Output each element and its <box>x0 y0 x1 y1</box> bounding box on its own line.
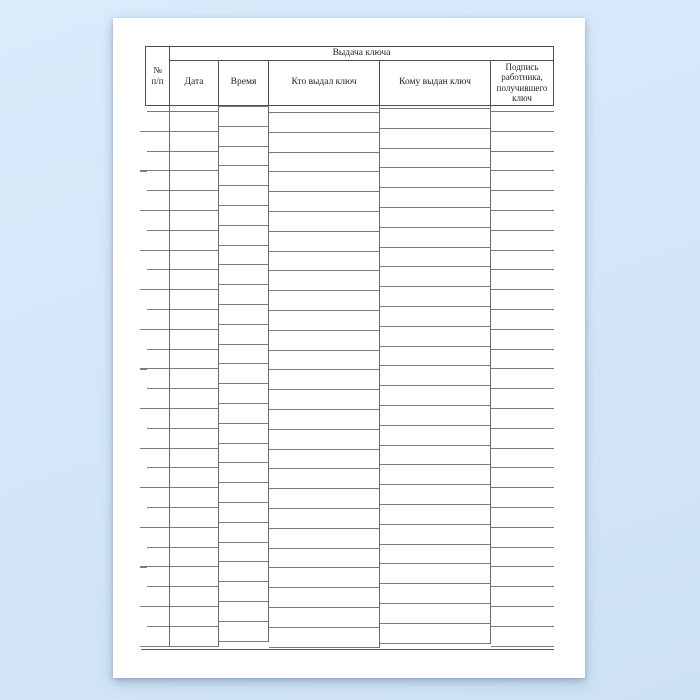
body-cell-issued-to <box>380 545 490 565</box>
body-cell-signature <box>491 449 554 469</box>
body-cell-date <box>170 369 218 389</box>
body-cell-issued-to <box>380 149 490 169</box>
body-cell-time <box>219 305 268 325</box>
body-cell-date <box>170 350 218 370</box>
body-cell-issued-by <box>269 212 379 232</box>
column-header-issued-to: Кому выдан ключ <box>380 61 491 105</box>
body-cell-row-number <box>147 350 170 370</box>
column-header-signature: Подпись работника, получившего ключ <box>496 61 548 104</box>
body-cell-issued-by <box>269 430 379 450</box>
body-cell-date <box>170 429 218 449</box>
body-cell-issued-to <box>380 188 490 208</box>
key-issue-log-table <box>145 46 554 655</box>
body-cell-issued-by <box>269 529 379 549</box>
body-cell-date <box>170 449 218 469</box>
body-cell-row-number <box>147 548 170 568</box>
body-cell-row-number <box>147 112 170 132</box>
body-column-row-number <box>147 106 171 647</box>
body-cell-date <box>170 191 218 211</box>
body-cell-signature <box>491 607 554 627</box>
body-cell-time <box>219 483 268 503</box>
body-cell-date <box>170 211 218 231</box>
body-cell-signature <box>491 350 554 370</box>
body-cell-date <box>170 468 218 488</box>
body-cell-issued-by <box>269 133 379 153</box>
body-cell-signature <box>491 528 554 548</box>
body-cell-issued-by <box>269 271 379 291</box>
body-cell-time <box>219 463 268 483</box>
body-cell-signature <box>491 112 554 132</box>
body-cell-date <box>170 231 218 251</box>
body-cell-time <box>219 404 268 424</box>
column-header-date: Дата <box>170 61 219 105</box>
body-cell-issued-by <box>269 370 379 390</box>
body-cell-time <box>219 602 268 622</box>
body-cell-issued-by <box>269 113 379 133</box>
body-cell-time <box>219 582 268 602</box>
body-cell-row-number <box>147 409 170 429</box>
body-cell-issued-by <box>269 608 379 628</box>
body-cell-time <box>219 364 268 384</box>
body-cell-signature <box>491 310 554 330</box>
body-cell-issued-to <box>380 248 490 268</box>
body-cell-signature <box>491 389 554 409</box>
body-cell-issued-by <box>269 192 379 212</box>
body-cell-signature <box>491 508 554 528</box>
body-cell-issued-to <box>380 446 490 466</box>
body-cell-issued-by <box>269 153 379 173</box>
body-cell-row-number <box>147 251 170 271</box>
body-cell-row-number <box>147 231 170 251</box>
body-cell-date <box>170 132 218 152</box>
body-cell-issued-to <box>380 366 490 386</box>
body-cell-row-number <box>147 627 170 647</box>
body-cell-time <box>219 206 268 226</box>
body-cell-row-number <box>147 310 170 330</box>
body-cell-time <box>219 384 268 404</box>
body-cell-issued-by <box>269 252 379 272</box>
body-cell-signature <box>491 211 554 231</box>
body-cell-time <box>219 562 268 582</box>
body-cell-time <box>219 345 268 365</box>
body-cell-signature <box>491 468 554 488</box>
row-number-header-bottom: п/п <box>151 76 164 86</box>
column-labels-row <box>170 61 553 105</box>
body-cell-issued-to <box>380 208 490 228</box>
column-header-row-number <box>146 47 170 105</box>
body-cell-date <box>170 389 218 409</box>
body-cell-signature <box>491 290 554 310</box>
body-cell-issued-by <box>269 549 379 569</box>
body-cell-row-number <box>147 429 170 449</box>
body-cell-date <box>170 607 218 627</box>
body-cell-issued-to <box>380 386 490 406</box>
header-right-section <box>170 47 553 105</box>
body-cell-issued-by <box>269 232 379 252</box>
body-cell-issued-to <box>380 168 490 188</box>
body-cell-issued-to <box>380 584 490 604</box>
body-column-date <box>170 106 219 647</box>
body-cell-issued-by <box>269 311 379 331</box>
body-cell-row-number <box>147 330 170 350</box>
table-header <box>145 46 554 106</box>
row-offset-spacer <box>269 106 379 113</box>
body-cell-issued-by <box>269 172 379 192</box>
body-cell-row-number <box>147 389 170 409</box>
body-cell-time <box>219 166 268 186</box>
body-column-signature <box>491 106 554 647</box>
body-cell-date <box>170 587 218 607</box>
body-cell-date <box>170 508 218 528</box>
body-cell-row-number <box>147 488 170 508</box>
body-cell-signature <box>491 251 554 271</box>
body-cell-issued-to <box>380 267 490 287</box>
body-cell-date <box>170 409 218 429</box>
body-cell-issued-by <box>269 450 379 470</box>
body-cell-signature <box>491 132 554 152</box>
body-cell-date <box>170 627 218 647</box>
body-cell-signature <box>491 429 554 449</box>
body-cell-signature <box>491 488 554 508</box>
body-cell-time <box>219 127 268 147</box>
body-cell-issued-to <box>380 426 490 446</box>
body-cell-issued-to <box>380 347 490 367</box>
body-cell-time <box>219 523 268 543</box>
body-cell-date <box>170 112 218 132</box>
body-cell-issued-to <box>380 465 490 485</box>
body-cell-signature <box>491 270 554 290</box>
body-cell-row-number <box>147 587 170 607</box>
body-cell-date <box>170 528 218 548</box>
body-cell-row-number <box>147 449 170 469</box>
body-cell-row-number <box>147 567 170 587</box>
body-cell-issued-by <box>269 291 379 311</box>
body-cell-row-number <box>147 211 170 231</box>
body-cell-issued-by <box>269 390 379 410</box>
body-column-time <box>219 106 269 642</box>
row-number-header-top: № <box>153 64 162 75</box>
body-cell-time <box>219 325 268 345</box>
body-cell-signature <box>491 548 554 568</box>
table-body <box>145 106 554 655</box>
body-cell-signature <box>491 627 554 647</box>
body-cell-time <box>219 543 268 563</box>
body-cell-issued-to <box>380 109 490 129</box>
body-cell-row-number <box>147 607 170 627</box>
body-cell-time <box>219 444 268 464</box>
body-cell-issued-to <box>380 287 490 307</box>
body-cell-row-number <box>147 171 170 191</box>
body-cell-time <box>219 226 268 246</box>
body-cell-time <box>219 285 268 305</box>
body-cell-signature <box>491 330 554 350</box>
body-cell-row-number <box>147 191 170 211</box>
body-column-issued-by <box>269 106 380 648</box>
body-cell-date <box>170 330 218 350</box>
body-cell-issued-to <box>380 505 490 525</box>
column-header-issued-by: Кто выдал ключ <box>269 61 380 105</box>
body-cell-issued-by <box>269 469 379 489</box>
body-cell-signature <box>491 587 554 607</box>
body-cell-issued-by <box>269 351 379 371</box>
page-sheet <box>113 18 585 678</box>
body-cell-date <box>170 152 218 172</box>
body-cell-time <box>219 147 268 167</box>
body-cell-row-number <box>147 528 170 548</box>
body-cell-row-number <box>147 468 170 488</box>
body-cell-issued-to <box>380 129 490 149</box>
body-cell-issued-by <box>269 509 379 529</box>
body-cell-issued-by <box>269 568 379 588</box>
body-cell-issued-to <box>380 485 490 505</box>
body-cell-signature <box>491 369 554 389</box>
body-cell-issued-to <box>380 564 490 584</box>
body-cell-issued-by <box>269 588 379 608</box>
body-cell-signature <box>491 409 554 429</box>
body-cell-issued-to <box>380 624 490 644</box>
body-cell-time <box>219 246 268 266</box>
body-cell-row-number <box>147 270 170 290</box>
body-cell-row-number <box>147 508 170 528</box>
body-cell-issued-to <box>380 525 490 545</box>
body-cell-row-number <box>147 290 170 310</box>
body-cell-issued-to <box>380 327 490 347</box>
body-cell-issued-by <box>269 489 379 509</box>
body-cell-date <box>170 310 218 330</box>
body-cell-issued-to <box>380 604 490 624</box>
body-cell-issued-to <box>380 406 490 426</box>
body-cell-row-number <box>147 152 170 172</box>
body-cell-issued-by <box>269 331 379 351</box>
body-cell-time <box>219 503 268 523</box>
body-cell-issued-by <box>269 628 379 648</box>
table-title: Выдача ключа <box>170 47 553 61</box>
body-cell-time <box>219 186 268 206</box>
body-cell-date <box>170 567 218 587</box>
body-cell-issued-by <box>269 410 379 430</box>
body-cell-time <box>219 107 268 127</box>
body-cell-date <box>170 290 218 310</box>
body-cell-signature <box>491 152 554 172</box>
body-cell-date <box>170 488 218 508</box>
body-cell-time <box>219 424 268 444</box>
body-cell-signature <box>491 231 554 251</box>
body-cell-row-number <box>147 132 170 152</box>
body-column-issued-to <box>380 106 491 644</box>
body-cell-date <box>170 251 218 271</box>
body-cell-time <box>219 265 268 285</box>
body-cell-row-number <box>147 369 170 389</box>
body-cell-signature <box>491 567 554 587</box>
body-cell-signature <box>491 171 554 191</box>
body-cell-date <box>170 171 218 191</box>
body-cell-time <box>219 622 268 642</box>
body-cell-date <box>170 270 218 290</box>
body-cell-issued-to <box>380 228 490 248</box>
column-header-time: Время <box>219 61 269 105</box>
body-cell-date <box>170 548 218 568</box>
body-cell-signature <box>491 191 554 211</box>
body-cell-issued-to <box>380 307 490 327</box>
